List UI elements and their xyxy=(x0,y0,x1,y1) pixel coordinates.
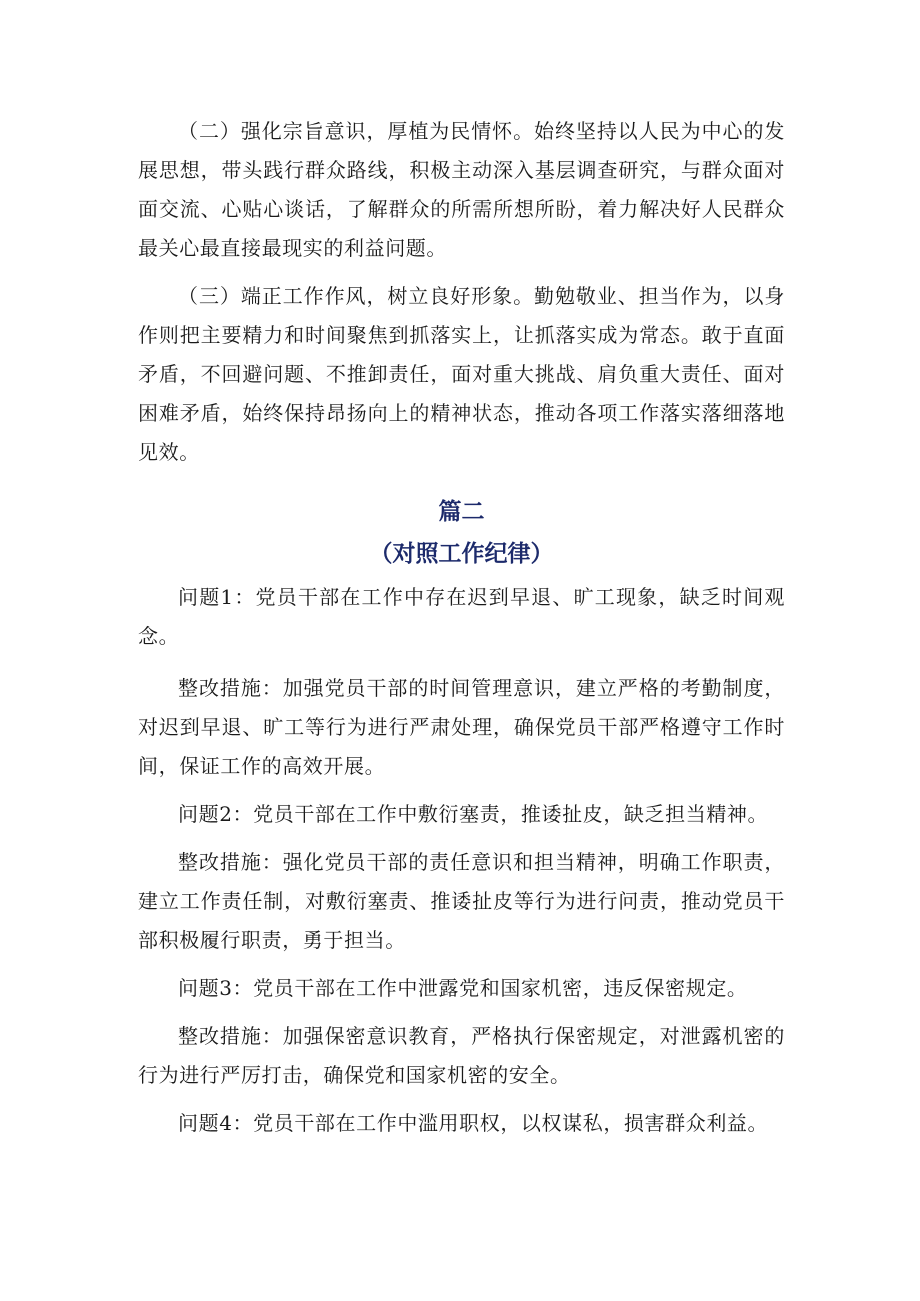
paragraph-work-style: （三）端正工作作风，树立良好形象。勤勉敬业、担当作为，以身作则把主要精力和时间聚焦到抓落实上，让抓落实成为常态。敢于直面矛盾，不回避问题、不推卸责任，面对重大挑战、肩负重大责任、面对困难矛盾，始终保持昂扬向上的精神状态，推动各项工作落实落细落地见效。 xyxy=(138,284,785,464)
measure-1: 整改措施：加强党员干部的时间管理意识，建立严格的考勤制度，对迟到早退、旷工等行为进行严肃处理，确保党员干部严格遵守工作时间，保证工作的高效开展。 xyxy=(138,676,785,778)
measure-2: 整改措施：强化党员干部的责任意识和担当精神，明确工作职责，建立工作责任制，对敷衍塞责、推诿扯皮等行为进行问责，推动党员干部积极履行职责，勇于担当。 xyxy=(138,850,785,952)
section-title: 篇二 xyxy=(438,499,485,525)
measure-3: 整改措施：加强保密意识教育，严格执行保密规定，对泄露机密的行为进行严厉打击，确保党和国家机密的安全。 xyxy=(138,1024,785,1087)
problem-1: 问题1：党员干部在工作中存在迟到早退、旷工现象，缺乏时间观念。 xyxy=(138,585,785,648)
document-body xyxy=(138,112,785,1143)
paragraph-purpose-awareness: （二）强化宗旨意识，厚植为民情怀。始终坚持以人民为中心的发展思想，带头践行群众路线，积极主动深入基层调查研究，与群众面对面交流、心贴心谈话，了解群众的所需所想所盼，着力解决好人民群众最关心最直接最现实的利益问题。 xyxy=(138,119,785,260)
problem-3: 问题3：党员干部在工作中泄露党和国家机密，违反保密规定。 xyxy=(178,976,748,1000)
problem-2: 问题2：党员干部在工作中敷衍塞责，推诿扯皮，缺乏担当精神。 xyxy=(178,802,769,826)
problem-4: 问题4：党员干部在工作中滥用职权，以权谋私，损害群众利益。 xyxy=(178,1111,769,1135)
section-subtitle: （对照工作纪律） xyxy=(369,541,554,567)
